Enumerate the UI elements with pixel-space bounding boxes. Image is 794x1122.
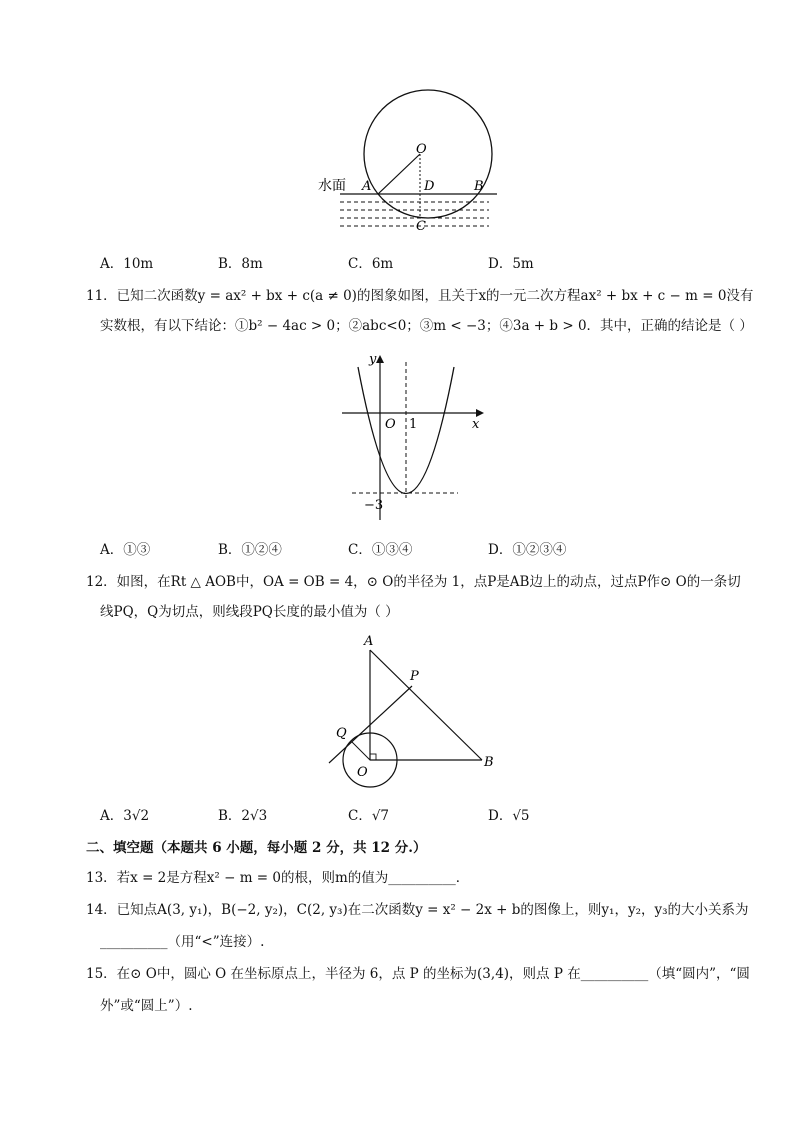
q11-option-b: B．①②④	[218, 542, 282, 558]
q11-label-1: 1	[409, 417, 418, 432]
q11-option-c: C．①③④	[348, 542, 413, 558]
q14-stem-line1: 14．已知点A(3, y₁)，B(−2, y₂)，C(2, y₃)在二次函数y = x² − 2x + b的图像上，则y₁，y₂，y₃的大小关系为	[86, 902, 749, 918]
q12-segment-OQ	[352, 742, 370, 760]
q10-label-B: B	[474, 179, 484, 194]
q15-stem-line2: 外”或“圆上”）.	[100, 998, 193, 1014]
q10-label-A: A	[362, 179, 372, 194]
q11-option-d: D．①②③④	[488, 542, 567, 558]
q10-option-c: C．6m	[348, 256, 394, 272]
q13-stem: 13．若x = 2是方程x² − m = 0的根，则m的值为__________．	[86, 870, 470, 886]
q10-label-C: C	[416, 219, 426, 234]
q12-option-d: D．√5	[488, 808, 530, 824]
q12-label-Q: Q	[336, 726, 347, 741]
q10-option-a: A．10m	[100, 256, 154, 272]
q12-option-b: B．2√3	[218, 808, 268, 824]
q12-option-c: C．√7	[348, 808, 390, 824]
q14-stem-line2: __________（用“<”连接）.	[100, 934, 265, 950]
q11-stem-line2: 实数根，有以下结论：①b² − 4ac > 0；②abc<0；③m < −3；④3a + b > 0．其中，正确的结论是（ ）	[100, 318, 753, 334]
q11-label-x: x	[472, 417, 480, 432]
q11-label-y: y	[369, 352, 377, 367]
q12-label-O: O	[357, 765, 368, 780]
q12-label-P: P	[410, 669, 419, 684]
q12-right-angle-mark	[370, 754, 376, 760]
q12-option-a: A．3√2	[100, 808, 150, 824]
q12-side-AB	[370, 650, 482, 760]
q10-label-D: D	[424, 179, 435, 194]
q12-stem-line2: 线PQ，Q为切点，则线段PQ长度的最小值为（ ）	[100, 604, 399, 620]
q11-stem-line1: 11．已知二次函数y = ax² + bx + c(a ≠ 0)的图象如图，且关于x的一元二次方程ax² + bx + c − m = 0没有	[86, 288, 754, 304]
q10-label-water: 水面	[318, 178, 346, 194]
q11-label-O: O	[385, 417, 396, 432]
q15-stem-line1: 15．在⊙ O中，圆心 O 在坐标原点上，半径为 6，点 P 的坐标为(3,4)，则点 P 在__________（填“圆内”，“圆	[86, 966, 750, 982]
q12-label-B: B	[484, 755, 494, 770]
q10-label-O: O	[416, 142, 427, 157]
q12-label-A: A	[364, 634, 374, 649]
q12-stem-line1: 12．如图，在Rt △ AOB中，OA = OB = 4，⊙ O的半径为 1，点P是AB边上的动点，过点P作⊙ O的一条切	[86, 574, 741, 590]
q11-option-a: A．①③	[100, 542, 151, 558]
q11-label-neg3: −3	[364, 498, 384, 513]
q10-option-d: D．5m	[488, 256, 534, 272]
section2-heading: 二、填空题（本题共 6 小题，每小题 2 分，共 12 分.）	[86, 840, 427, 856]
q10-option-b: B．8m	[218, 256, 263, 272]
